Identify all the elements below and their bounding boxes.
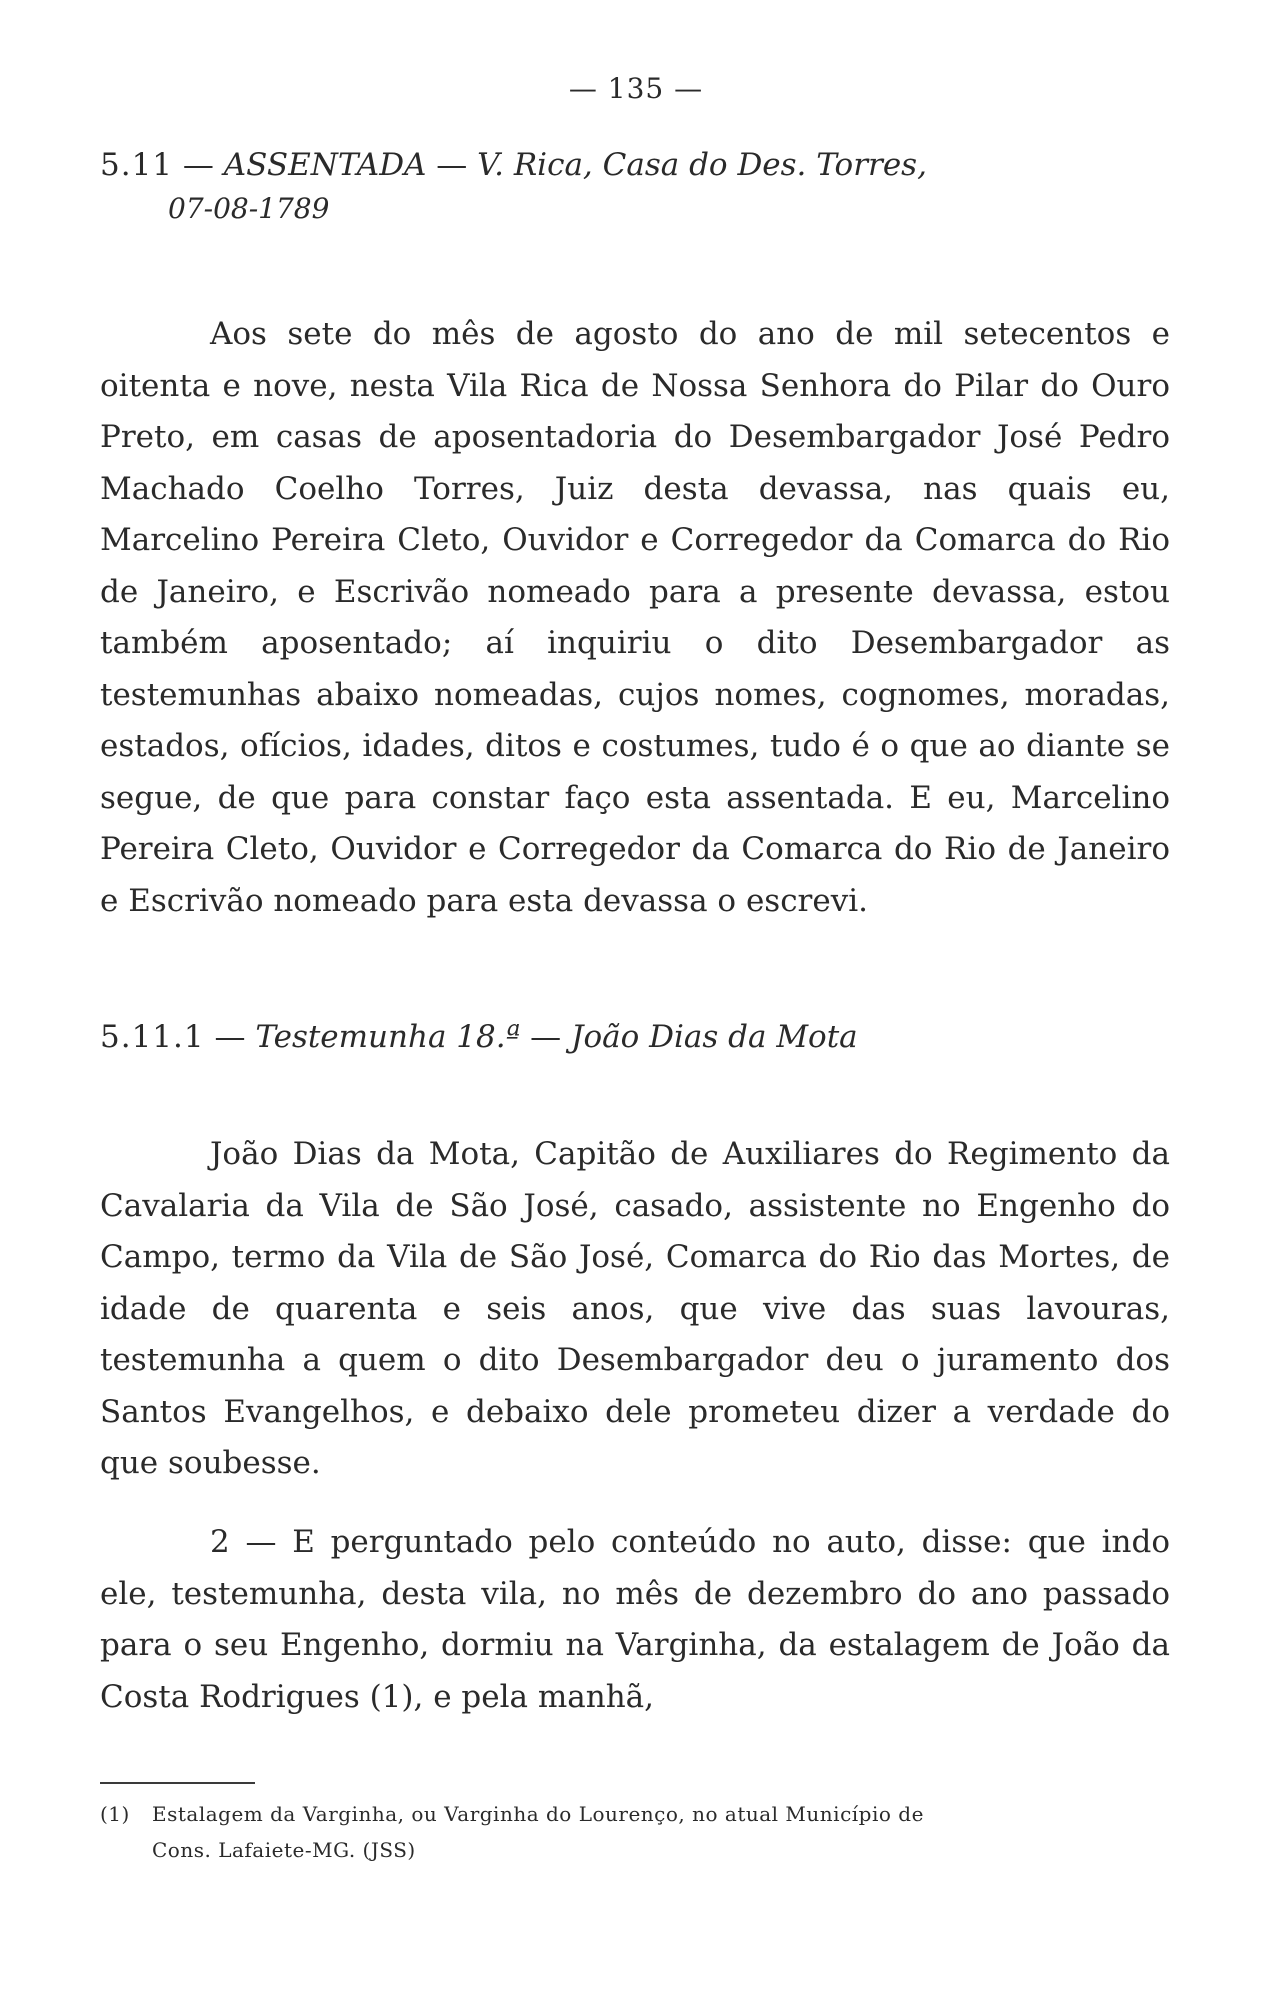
- footnote-divider: [100, 1782, 255, 1784]
- witness-name: João Dias da Mota: [571, 1019, 858, 1055]
- witness-title: Testemunha 18.ª: [255, 1019, 521, 1055]
- section-heading-testemunha: [100, 1012, 1170, 1062]
- witness-intro-paragraph: João Dias da Mota, Capitão de Auxiliares do Regimento da Cavalaria da Vila de São José, casado, assistente no Engenho do Campo, termo da Vila de São José, Comarca do Rio das Mortes, de idade de quarenta e seis anos, que vive das suas lavouras, testemunha a quem o dito Desembargador deu o juramento dos Santos Evangelhos, e debaixo dele prometeu dizer a verdade do que soubesse.: [100, 1136, 1170, 1481]
- footnote-line-2: Cons. Lafaiete-MG. (JSS): [152, 1838, 416, 1862]
- heading-dash: —: [530, 1019, 562, 1055]
- section-heading-assentada: [100, 140, 1170, 190]
- heading-dash: —: [214, 1019, 246, 1055]
- footnote: [100, 1796, 1170, 1868]
- section-date: 07-08-1789: [168, 192, 330, 225]
- page-number: — 135 —: [568, 72, 704, 105]
- subsection-number: 5.11.1: [100, 1019, 205, 1055]
- assentada-paragraph: Aos sete do mês de agosto do ano de mil setecentos e oitenta e nove, nesta Vila Rica de Nossa Senhora do Pilar do Ouro Preto, em casas de aposentadoria do Desembargador José Pedro Machado Coelho Torres, Juiz desta devassa, nas quais eu, Marcelino Pereira Cleto, Ouvidor e Corregedor da Comarca do Rio de Janeiro, e Escrivão nomeado para a presente devassa, estou também aposentado; aí inquiriu o dito Desembargador as testemunhas abaixo nomeadas, cujos nomes, cognomes, moradas, estados, ofícios, idades, ditos e costumes, tudo é o que ao diante se segue, de que para constar faço esta assentada. E eu, Marcelino Pereira Cleto, Ouvidor e Corregedor da Comarca do Rio de Janeiro e Escrivão nomeado para esta devassa o escrevi.: [100, 316, 1170, 919]
- heading-dash: —: [436, 147, 468, 183]
- section-title: ASSENTADA: [223, 147, 427, 183]
- section-location: V. Rica, Casa do Des. Torres,: [477, 147, 927, 183]
- heading-dash: —: [182, 147, 214, 183]
- witness-item-paragraph: 2 — E perguntado pelo conteúdo no auto, disse: que indo ele, testemunha, desta vila, no mês de dezembro do ano passado para o seu Engenho, dormiu na Varginha, da estalagem de João da Costa Rodrigues (1), e pela manhã,: [100, 1524, 1170, 1715]
- footnote-marker: (1): [100, 1802, 130, 1826]
- section-number: 5.11: [100, 147, 174, 183]
- footnote-line-1: Estalagem da Varginha, ou Varginha do Lourenço, no atual Município de: [152, 1802, 924, 1826]
